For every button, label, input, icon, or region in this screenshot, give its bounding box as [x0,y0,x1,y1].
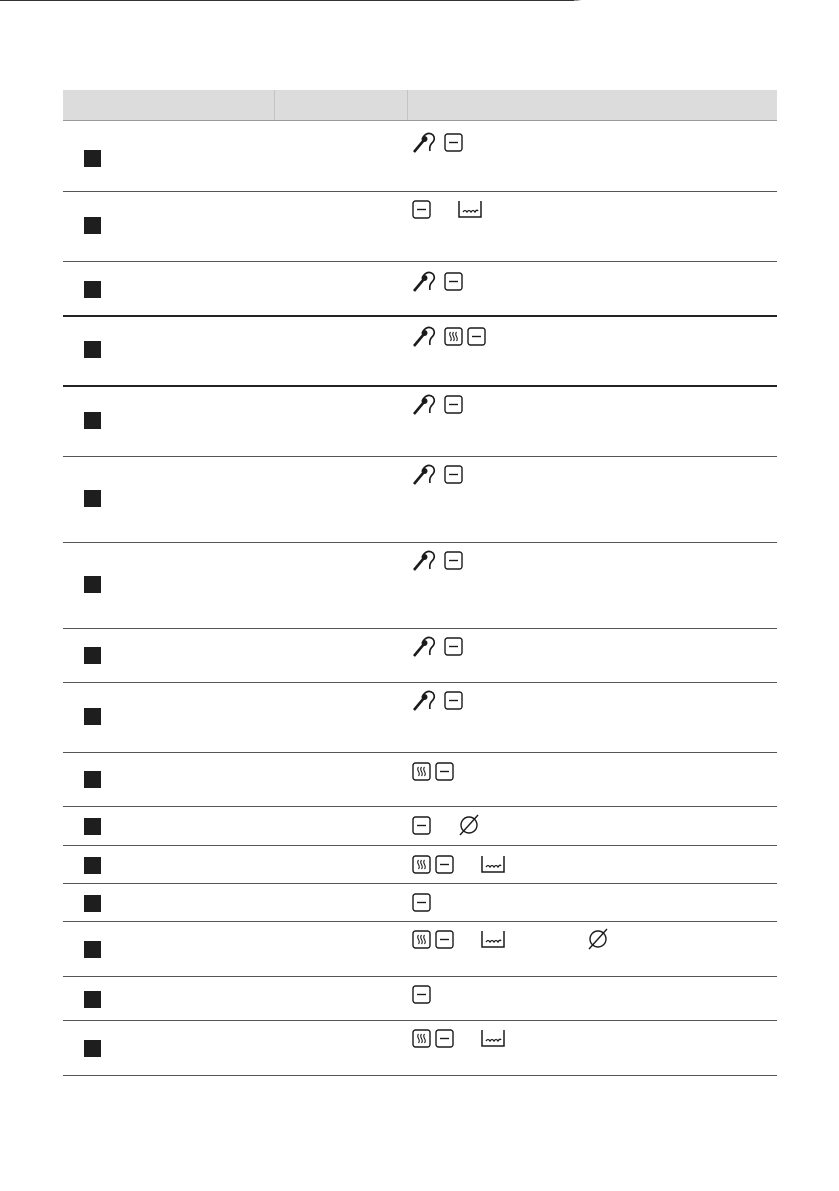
row-icons [412,814,481,836]
page-top-rule [0,0,574,1]
row-marker [84,647,101,664]
empty-set-icon [586,927,610,951]
row-icons [412,463,463,485]
minus-box-icon [444,465,463,484]
table-row [63,121,777,192]
row-icons [412,131,463,153]
probe-icon [412,270,440,292]
table-row [63,683,777,753]
page-corner-curve [573,0,633,26]
heat-box-icon [412,930,431,949]
header-column-divider [274,90,275,120]
table-row [63,387,777,457]
probe-icon [412,463,440,485]
row-marker [84,818,101,835]
table-row [63,457,777,543]
row-marker [84,341,101,358]
table-row [63,846,777,884]
heat-box-icon [444,327,463,346]
settings-table [63,90,777,1076]
row-marker [84,857,101,874]
minus-box-icon [412,816,431,835]
table-header [63,90,777,121]
table-row [63,543,777,629]
table-row [63,807,777,846]
minus-box-icon [412,985,431,1004]
empty-set-icon [457,813,481,837]
probe-icon [412,393,440,415]
row-marker [84,991,101,1008]
probe-icon [412,549,440,571]
row-icons [412,393,463,415]
row-icons [412,635,463,657]
minus-box-icon [435,855,454,874]
heat-box-icon [412,1029,431,1048]
row-marker [84,941,101,958]
row-icons [412,198,483,220]
probe-icon [412,635,440,657]
minus-box-icon [444,272,463,291]
row-icons [412,983,431,1005]
minus-box-icon [412,893,431,912]
table-row [63,884,777,922]
row-marker [84,281,101,298]
minus-box-icon [412,200,431,219]
row-marker [84,217,101,234]
row-icons [412,928,610,950]
minus-box-icon [444,395,463,414]
row-icons [412,760,454,782]
row-marker [84,708,101,725]
minus-box-icon [435,762,454,781]
probe-icon [412,325,440,347]
table-row [63,753,777,807]
row-marker [84,895,101,912]
row-marker [84,150,101,167]
row-marker [84,1040,101,1057]
probe-icon [412,131,440,153]
table-row [63,1021,777,1076]
header-column-divider [407,90,408,120]
minus-box-icon [435,1029,454,1048]
row-icons [412,853,506,875]
water-tank-icon [480,929,506,949]
row-marker [84,490,101,507]
minus-box-icon [444,551,463,570]
row-icons [412,549,463,571]
minus-box-icon [435,930,454,949]
table-row [63,922,777,977]
water-tank-icon [457,199,483,219]
water-tank-icon [480,854,506,874]
minus-box-icon [444,133,463,152]
row-marker [84,576,101,593]
row-icons [412,325,486,347]
row-icons [412,1027,506,1049]
minus-box-icon [467,327,486,346]
heat-box-icon [412,762,431,781]
row-icons [412,689,463,711]
row-icons [412,270,463,292]
table-row [63,262,777,317]
probe-icon [412,689,440,711]
table-row [63,192,777,262]
table-row [63,977,777,1021]
row-icons [412,891,431,913]
water-tank-icon [480,1028,506,1048]
table-row [63,317,777,387]
table-row [63,629,777,683]
minus-box-icon [444,637,463,656]
heat-box-icon [412,855,431,874]
minus-box-icon [444,691,463,710]
row-marker [84,412,101,429]
row-marker [84,771,101,788]
